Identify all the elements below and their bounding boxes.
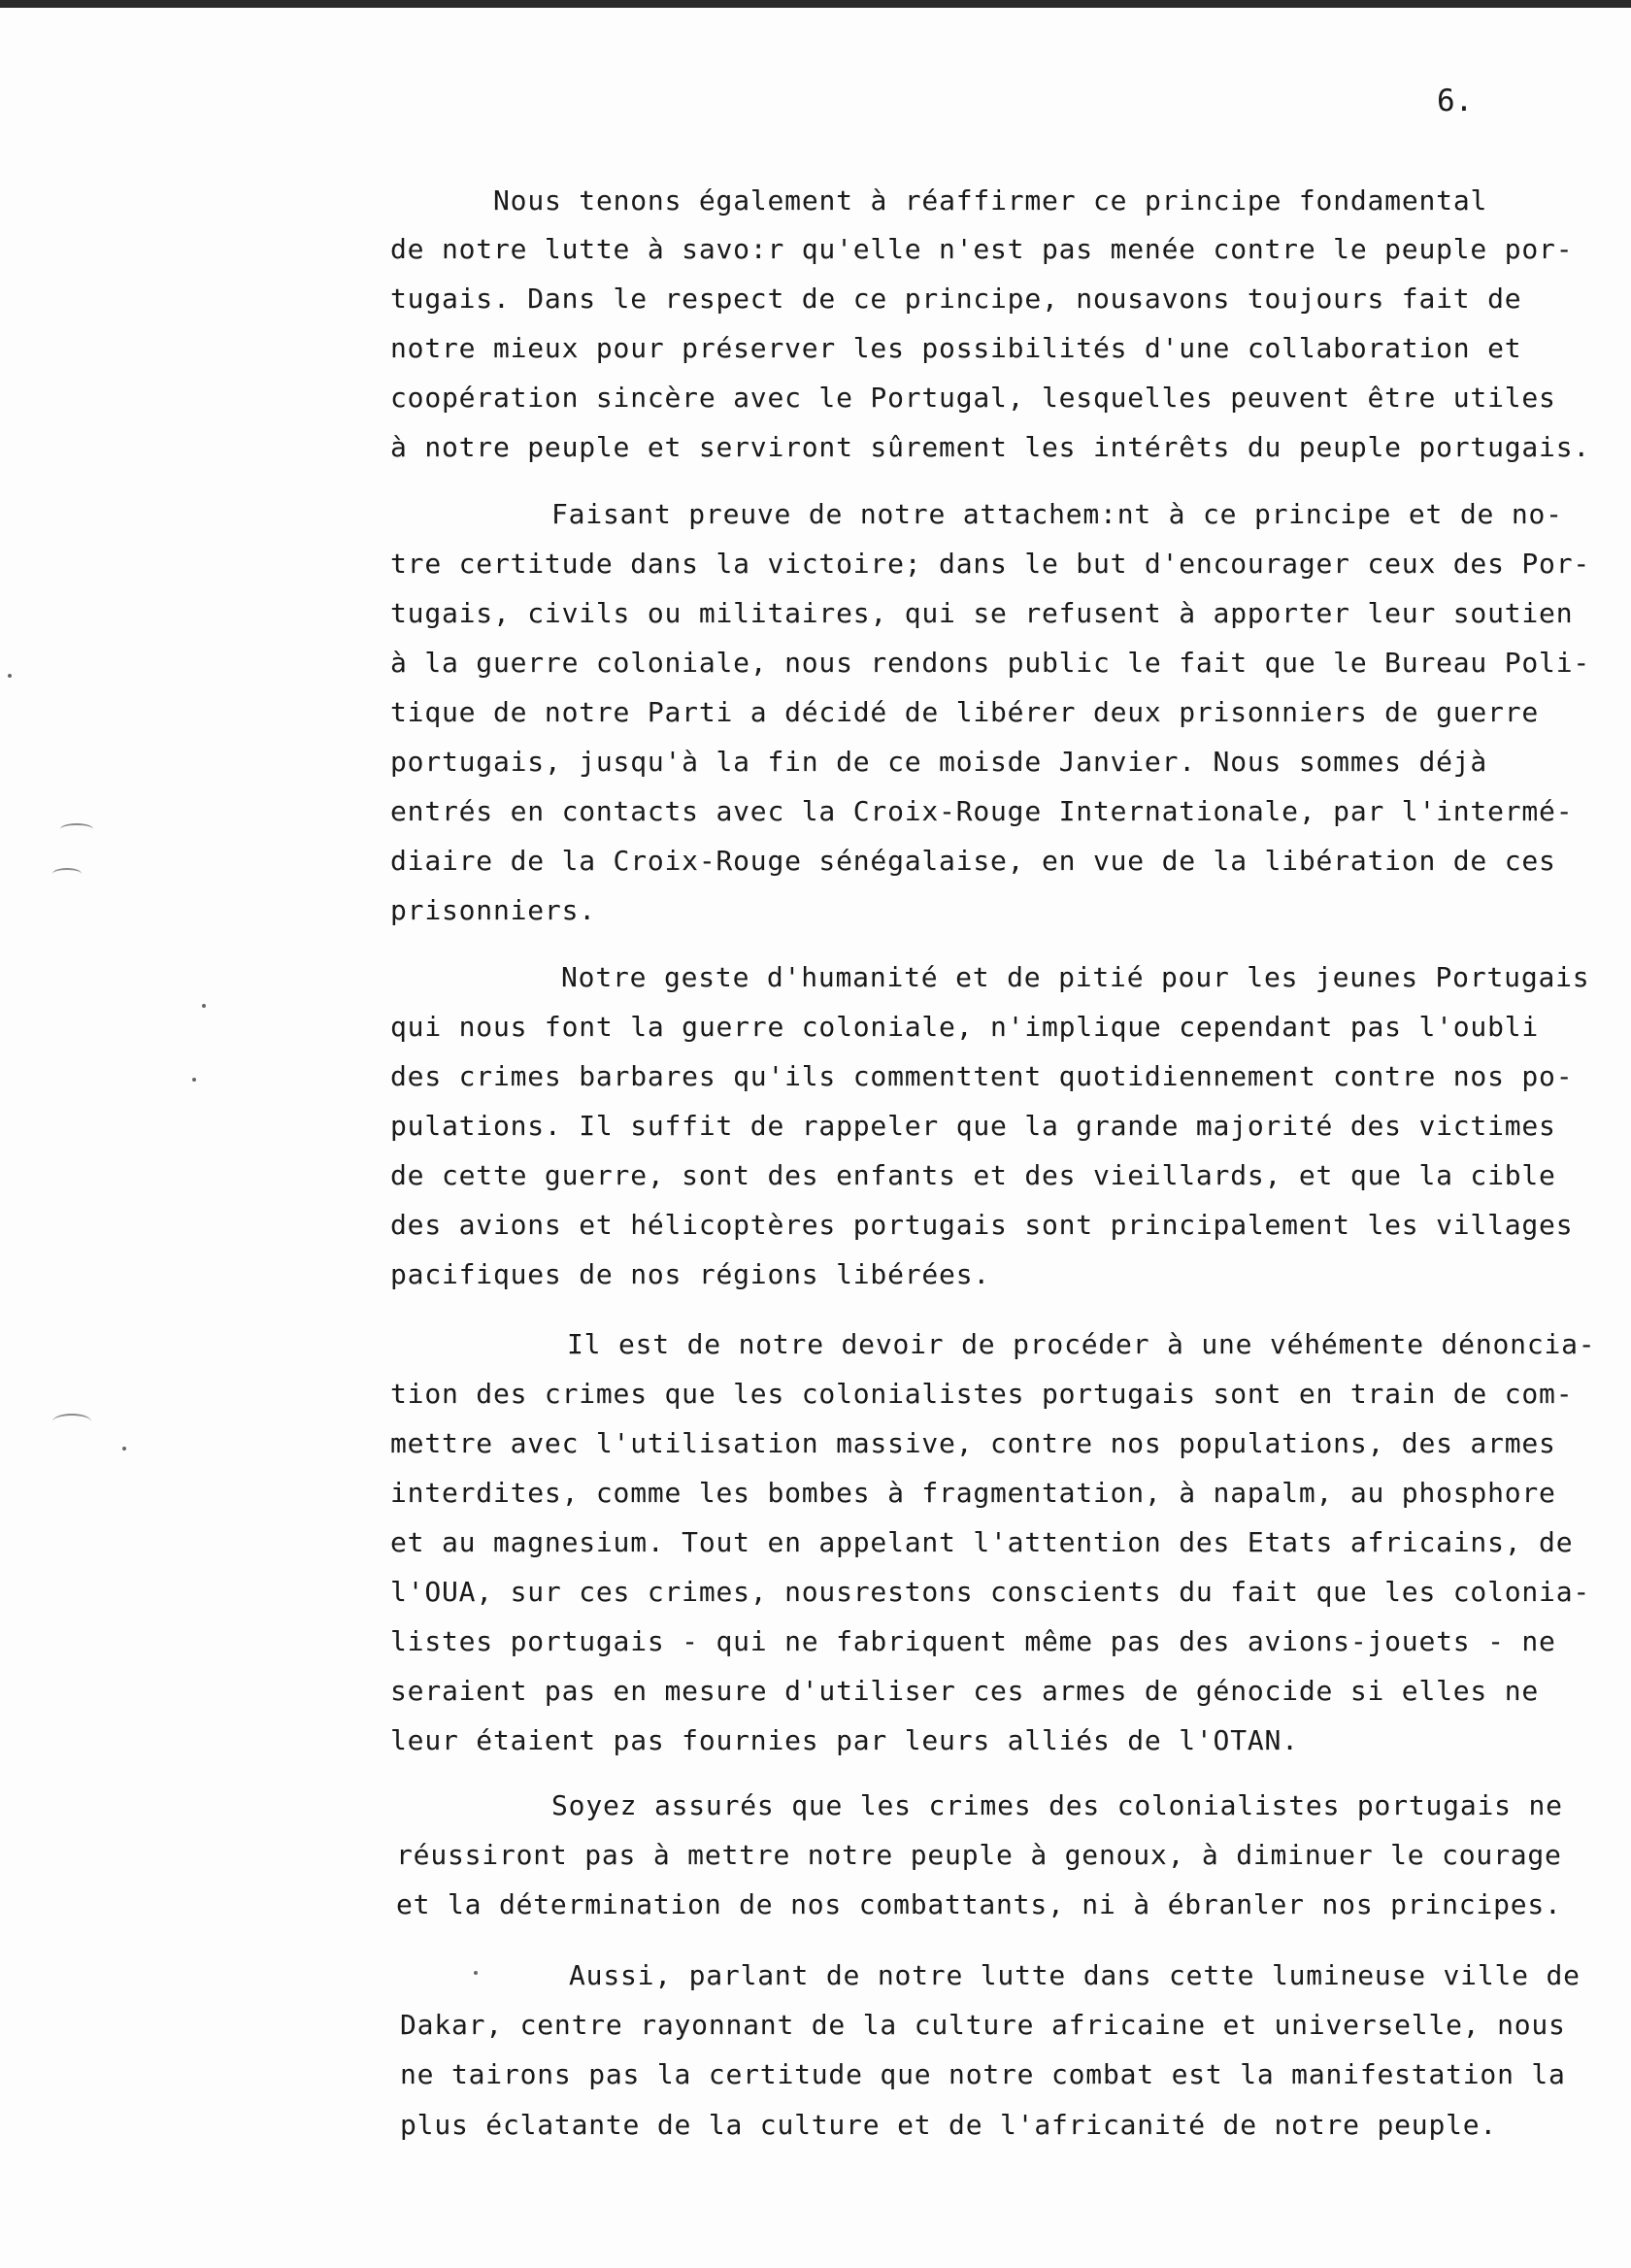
text-line: réussiront pas à mettre notre peuple à genoux, à diminuer le courage [396, 1839, 1562, 1871]
text-line: Soyez assurés que les crimes des colonialistes portugais ne [551, 1789, 1563, 1821]
text-line: tugais, civils ou militaires, qui se refusent à apporter leur soutien [390, 597, 1574, 629]
text-line: diaire de la Croix-Rouge sénégalaise, en vue de la libération de ces [390, 845, 1556, 877]
text-line: entrés en contacts avec la Croix-Rouge Internationale, par l'intermé- [390, 795, 1574, 827]
top-border-rule [0, 0, 1631, 8]
text-line: qui nous font la guerre coloniale, n'implique cependant pas l'oubli [390, 1011, 1540, 1043]
text-line: interdites, comme les bombes à fragmentation, à napalm, au phosphore [390, 1477, 1556, 1509]
scan-artifact [60, 823, 93, 835]
text-line: de cette guerre, sont des enfants et des vieillards, et que la cible [390, 1159, 1556, 1191]
text-line: tique de notre Parti a décidé de libérer deux prisonniers de guerre [390, 696, 1540, 728]
scan-artifact [52, 1414, 91, 1429]
text-line: prisonniers. [390, 894, 596, 926]
text-line: seraient pas en mesure d'utiliser ces armes de génocide si elles ne [390, 1675, 1540, 1707]
text-line: l'OUA, sur ces crimes, nousrestons conscients du fait que les colonia- [390, 1576, 1591, 1608]
scan-artifact [52, 868, 82, 880]
scan-speck [202, 1004, 206, 1008]
scan-speck [192, 1078, 196, 1082]
text-line: mettre avec l'utilisation massive, contre nos populations, des armes [390, 1427, 1556, 1459]
text-line: coopération sincère avec le Portugal, lesquelles peuvent être utiles [390, 382, 1556, 414]
text-line: à la guerre coloniale, nous rendons public le fait que le Bureau Poli- [390, 647, 1591, 679]
text-line: ne tairons pas la certitude que notre combat est la manifestation la [400, 2058, 1566, 2090]
scan-speck [8, 674, 12, 678]
text-line: Aussi, parlant de notre lutte dans cette lumineuse ville de [569, 1959, 1581, 1991]
text-line: pacifiques de nos régions libérées. [390, 1258, 991, 1290]
text-line: leur étaient pas fournies par leurs alliés de l'OTAN. [390, 1724, 1299, 1756]
text-line: plus éclatante de la culture et de l'africanité de notre peuple. [400, 2109, 1498, 2141]
text-line: pulations. Il suffit de rappeler que la grande majorité des victimes [390, 1110, 1556, 1142]
scan-speck [474, 1971, 478, 1975]
text-line: listes portugais - qui ne fabriquent même pas des avions-jouets - ne [390, 1625, 1556, 1657]
text-line: tre certitude dans la victoire; dans le but d'encourager ceux des Por- [390, 548, 1591, 580]
text-line: notre mieux pour préserver les possibilités d'une collaboration et [390, 332, 1522, 364]
text-line: Il est de notre devoir de procéder à une véhémente dénoncia- [567, 1328, 1596, 1360]
text-line: et au magnesium. Tout en appelant l'attention des Etats africains, de [390, 1526, 1574, 1558]
scan-speck [122, 1447, 126, 1451]
text-line: des avions et hélicoptères portugais sont principalement les villages [390, 1209, 1574, 1241]
text-line: tugais. Dans le respect de ce principe, nousavons toujours fait de [390, 283, 1522, 315]
text-line: Notre geste d'humanité et de pitié pour les jeunes Portugais [561, 961, 1590, 993]
page-number: 6. [1437, 83, 1474, 118]
text-line: Nous tenons également à réaffirmer ce principe fondamental [493, 184, 1488, 217]
text-line: des crimes barbares qu'ils commenttent quotidiennement contre nos po- [390, 1060, 1574, 1092]
text-line: portugais, jusqu'à la fin de ce moisde Janvier. Nous sommes déjà [390, 746, 1488, 778]
text-line: tion des crimes que les colonialistes portugais sont en train de com- [390, 1378, 1574, 1410]
text-line: à notre peuple et serviront sûrement les intérêts du peuple portugais. [390, 431, 1591, 463]
text-line: et la détermination de nos combattants, ni à ébranler nos principes. [396, 1888, 1562, 1920]
text-line: de notre lutte à savo:r qu'elle n'est pas menée contre le peuple por- [390, 233, 1574, 265]
text-line: Dakar, centre rayonnant de la culture africaine et universelle, nous [400, 2009, 1566, 2041]
text-line: Faisant preuve de notre attachem:nt à ce principe et de no- [551, 498, 1563, 530]
